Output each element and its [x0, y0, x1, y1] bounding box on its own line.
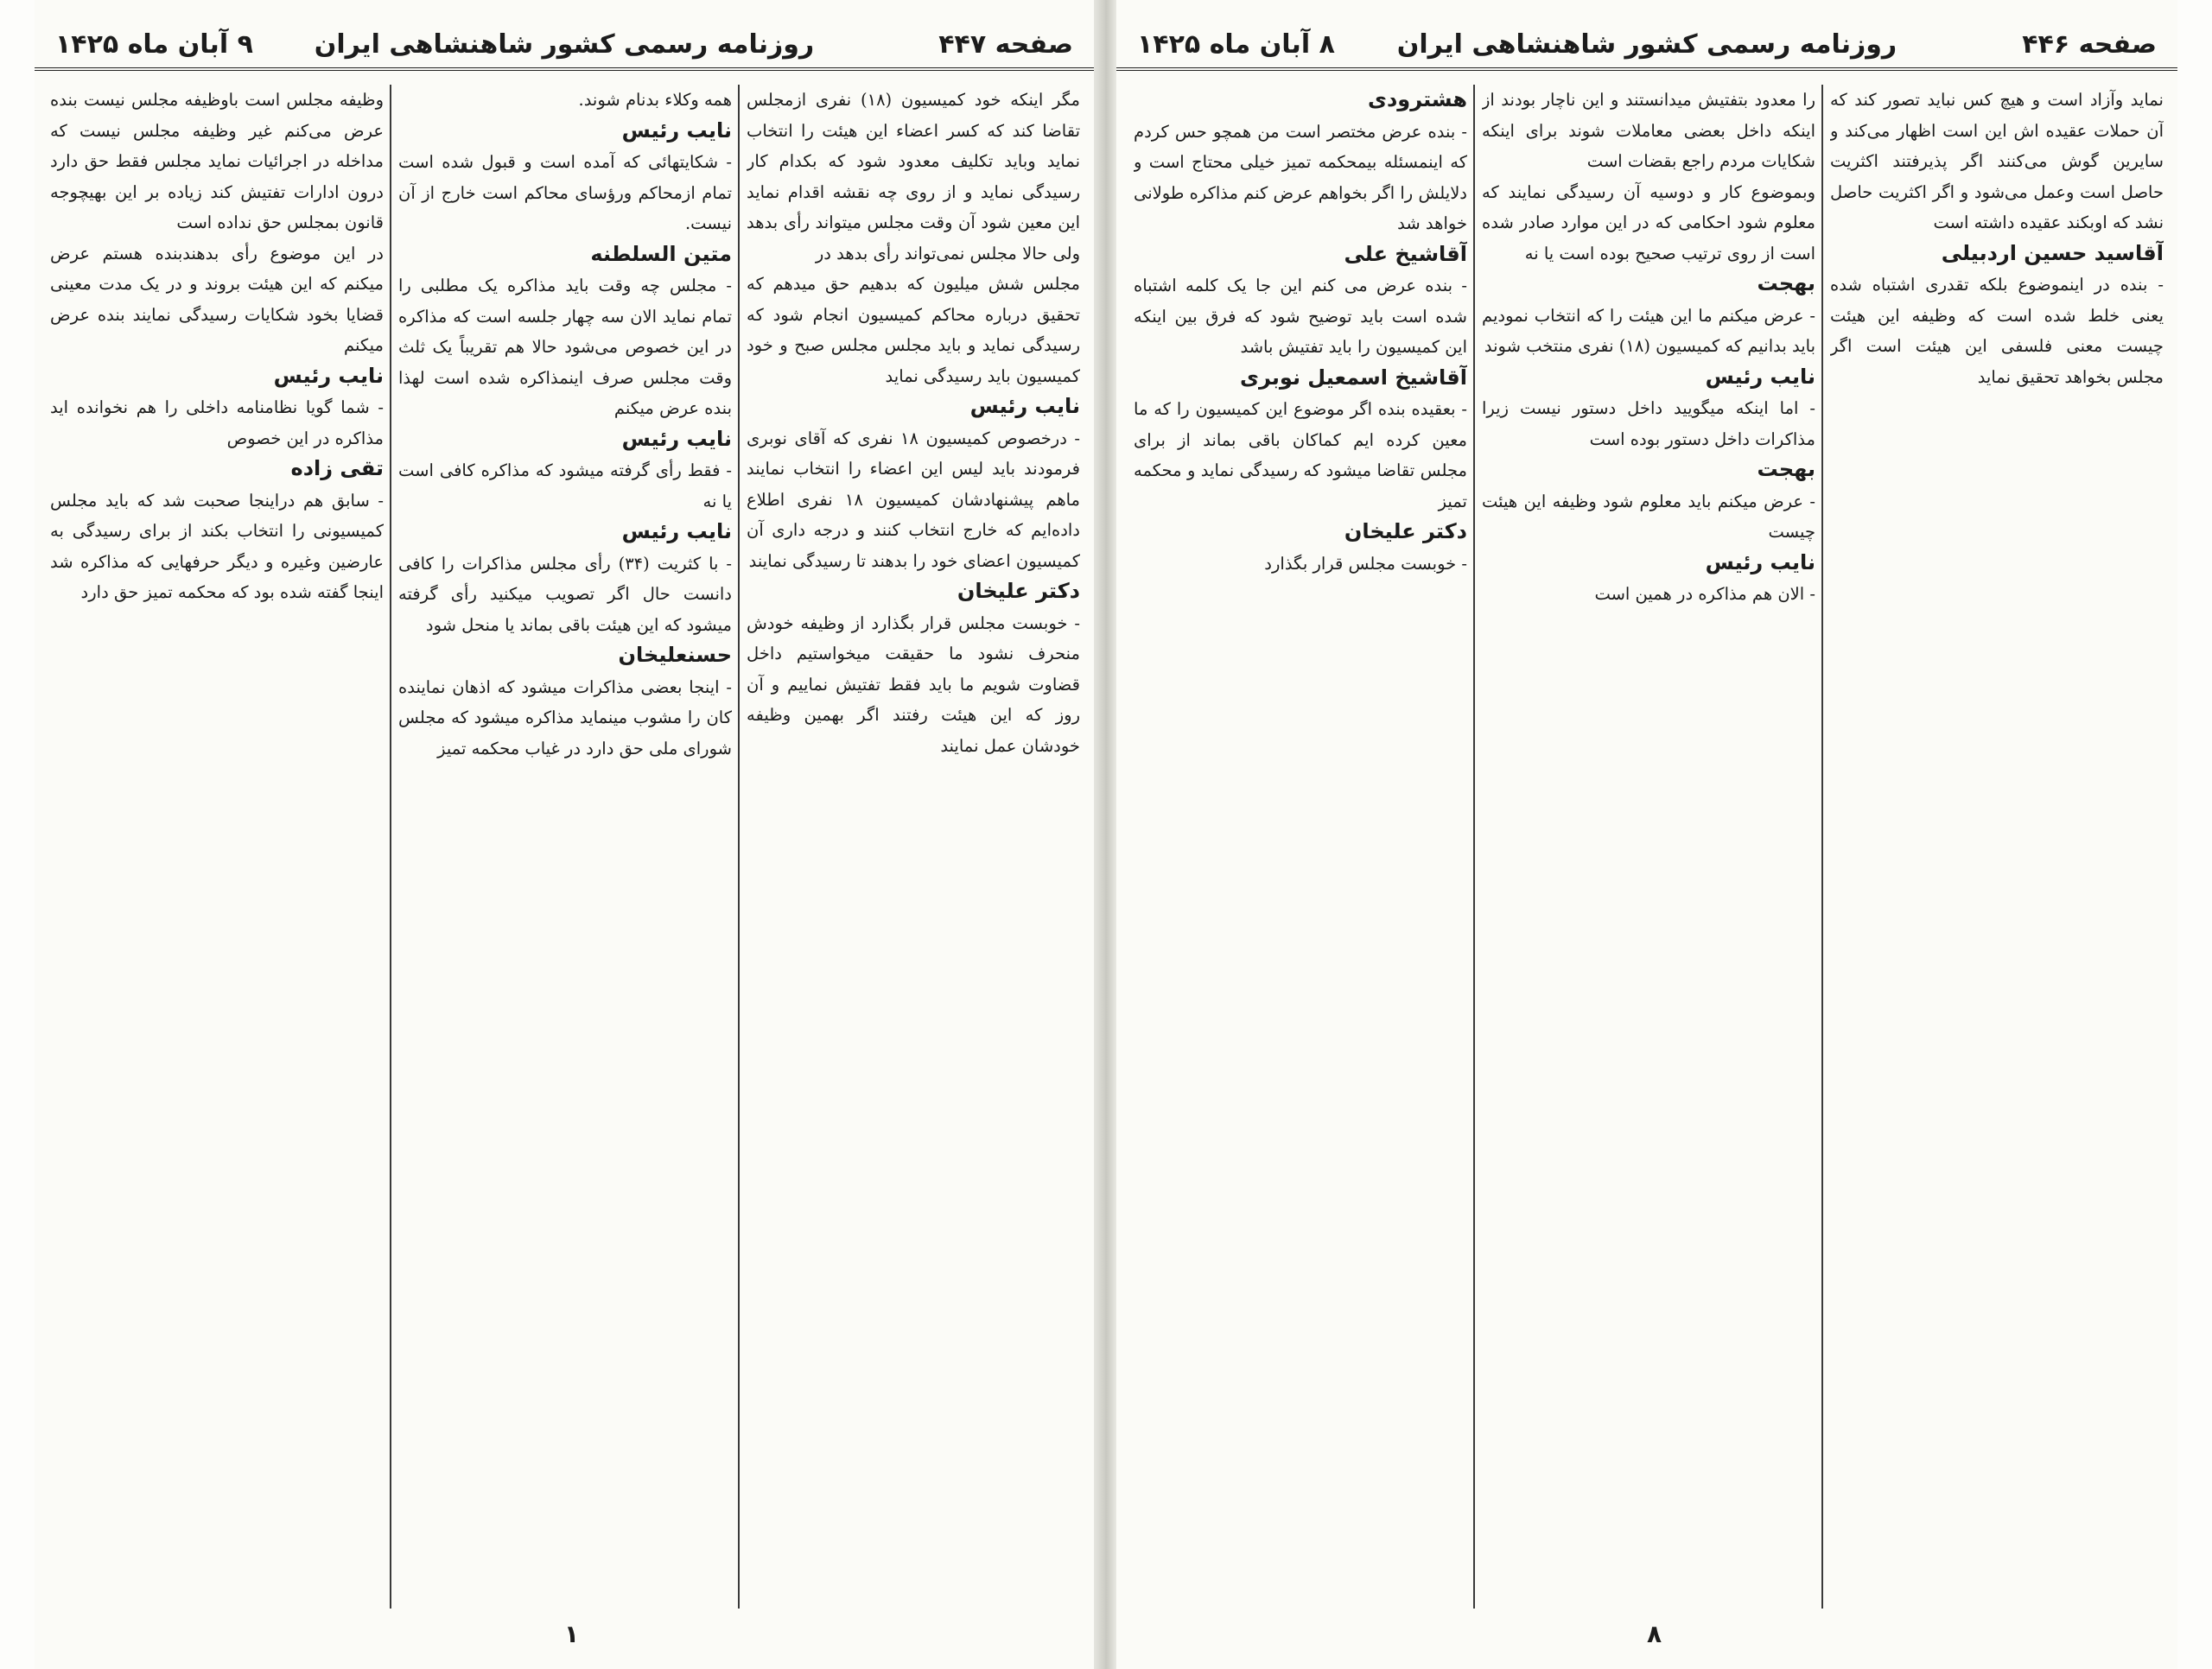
speaker-heading: [1482, 454, 1815, 486]
speaker-heading: [1830, 238, 2164, 270]
speaker-name: نایب رئیس: [621, 519, 732, 543]
paragraph: [398, 455, 732, 517]
folio-number: ۸: [1647, 1620, 1662, 1648]
paragraph-text: - فقط رأی گرفته میشود که مذاکره کافی است یا نه: [398, 460, 732, 511]
paragraph-text: - بنده در اینموضوع بلکه تقدری اشتباه شده یعنی خلط شده است که وظیفه این هیئت چیست معنی فلسفی این هیئت است اگر مجلس بخواهد تحقیق نماید: [1830, 275, 2164, 387]
column: [1482, 85, 1815, 1609]
speaker-heading: [1134, 363, 1467, 395]
paragraph: [1134, 117, 1467, 239]
paragraph: [398, 147, 732, 239]
paragraph: [747, 85, 1080, 269]
paragraph-text: - با کثریت (۳۴) رأی مجلس مذاکرات را کافی دانست حال اگر تصویب میکنید رأی گرفته میشود که این هیئت باقی بماند یا منحل شود: [398, 553, 732, 635]
speaker-heading: [1482, 548, 1815, 580]
column-rule: [1473, 85, 1475, 1609]
column-rule: [738, 85, 740, 1609]
paragraph: [1830, 85, 2164, 238]
speaker-heading: [1134, 85, 1467, 117]
column: [747, 85, 1080, 1609]
speaker-name: نایب رئیس: [969, 394, 1080, 418]
column: [1830, 85, 2164, 1609]
speaker-name: آقاشیخ علی: [1344, 241, 1467, 266]
paragraph: [1134, 549, 1467, 580]
speaker-heading: [1482, 362, 1815, 394]
paragraph-text: وبموضوع کار و دوسیه آن رسیدگی نمایند که معلوم شود احکامی که در این موارد صادر شده است از روی ترتیب صحیح بوده است یا نه: [1482, 181, 1815, 263]
paragraph-text: را معدود بتفتیش میدانستند و این ناچار بودند از اینکه داخل بعضی معاملات شوند برای اینکه شکایات مردم راجع بقضات است: [1482, 90, 1815, 171]
paragraph: [747, 423, 1080, 577]
left-page-columns: [48, 85, 1080, 1609]
left-page: [35, 0, 1094, 1669]
speaker-name: نایب رئیس: [621, 426, 732, 451]
folio-number: ۱: [564, 1620, 580, 1648]
paragraph-text: نماید وآزاد است و هیچ کس نباید تصور کند که آن حملات عقیده اش این است اظهار می‌کند و سایرین گوش می‌کنند اگر پذیرفتند اکثریت حاصل است وعمل می‌شود و اگر اکثریت حاصل نشد که اوبکند عقیده داشته است: [1830, 90, 2164, 232]
column: [398, 85, 732, 1609]
speaker-name: متین السلطنه: [590, 241, 732, 266]
speaker-heading: [398, 517, 732, 549]
paragraph-text: - بعقیده بنده اگر موضوع این کمیسیون را که ما معین کرده ایم کماکان باقی بماند از برای مجلس تقاضا میشود که رسیدگی نماید و محکمه تمیز: [1134, 399, 1467, 511]
paragraph: [747, 269, 1080, 391]
column: [1134, 85, 1467, 1609]
speaker-name: آقاسید حسین اردبیلی: [1941, 240, 2164, 265]
paragraph: [398, 85, 732, 116]
speaker-heading: [747, 391, 1080, 423]
speaker-name: بهجت: [1757, 457, 1815, 481]
paragraph-text: - مجلس چه وقت باید مذاکره یک مطلبی را تمام نماید الان سه چهار جلسه است که مذاکره در این خصوص می‌شود حالا هم تقریباً یک ثلث وقت مجلس صرف اینمذاکره شده است لهذا بنده عرض میکنم: [398, 276, 732, 418]
paragraph-text: - شما گویا نظامنامه داخلی را هم نخوانده اید مذاکره در این خصوص: [50, 397, 384, 448]
newspaper-title: روزنامه رسمی کشور شاهنشاهی ایران: [1396, 29, 1897, 60]
speaker-heading: [50, 454, 384, 485]
paragraph-text: - عرض میکنم ما این هیئت را که انتخاب نمودیم باید بدانیم که کمیسیون (۱۸) نفری منتخب شوند: [1482, 305, 1815, 356]
paragraph: [1134, 270, 1467, 363]
right-page: [1116, 0, 2177, 1669]
paragraph: [398, 672, 732, 765]
paragraph-text: - درخصوص کمیسیون ۱۸ نفری که آقای نوبری فرمودند باید لیس این اعضاء را انتخاب نمایند ماهم پیشنهادشان کمیسیون ۱۸ نفری اطلاع داده‌ایم که خارج انتخاب کنند و درجه داری آن کمیسیون اعضای خود را بدهند تا رسیدگی نمایند: [747, 428, 1080, 571]
paragraph-text: - خوبست مجلس قرار بگذارد از وظیفه خودش منحرف نشود ما حقیقت میخواستیم داخل قضاوت شویم ما باید فقط تفتیش نماییم و آن روز که این هیئت رفتند اگر بهمین وظیفه خودشان عمل نمایند: [747, 612, 1080, 756]
speaker-name: دکتر علیخان: [1344, 519, 1467, 543]
speaker-heading: [1134, 239, 1467, 271]
paragraph: [50, 485, 384, 608]
page-number-label: صفحه ۴۴۷: [938, 29, 1073, 60]
paragraph-text: - عرض میکنم باید معلوم شود وظیفه این هیئت چیست: [1482, 491, 1815, 542]
paragraph: [1482, 486, 1815, 548]
paragraph: [1482, 301, 1815, 362]
paragraph-text: - سابق هم دراینجا صحبت شد که باید مجلس کمیسیونی را انتخاب بکند از برای رسیدگی به عارضین وغیره و دیگر حرفهایی که مذاکره شد اینجا گفته شده بود که محکمه تمیز حق دارد: [50, 490, 384, 602]
paragraph-text: همه وکلاء بدنام شوند.: [578, 90, 732, 110]
speaker-name: آقاشیخ اسمعیل نوبری: [1239, 365, 1467, 390]
paragraph: [398, 270, 732, 424]
speaker-heading: [398, 239, 732, 271]
speaker-heading: [398, 116, 732, 148]
speaker-name: هشترودی: [1367, 87, 1467, 111]
speaker-heading: [398, 640, 732, 672]
speaker-heading: [1134, 517, 1467, 549]
speaker-name: نایب رئیس: [1705, 549, 1815, 574]
paragraph: [1482, 393, 1815, 454]
issue-date: ۹ آبان ماه ۱۴۲۵: [55, 29, 253, 60]
speaker-heading: [50, 361, 384, 393]
paragraph-text: - بنده عرض می کنم این جا یک کلمه اشتباه شده است باید توضیح شود که فرق بین اینکه این کمیسیون را باید تفتیش باشد: [1134, 276, 1467, 357]
issue-date: ۸ آبان ماه ۱۴۲۵: [1137, 29, 1335, 60]
speaker-heading: [398, 424, 732, 456]
column: [50, 85, 384, 1609]
paragraph: [1482, 85, 1815, 177]
paragraph-text: مگر اینکه خود کمیسیون (۱۸) نفری ازمجلس تقاضا کند که کسر اعضاء این هیئت را انتخاب نماید وباید تکلیف معدود شود که بکدام کار رسیدگی نماید و از روی چه نقشه اقدام نماید این معین شود آن وقت مجلس میتواند رأی بدهد ولی حالا مجلس نمی‌تواند رأی بدهد در: [747, 90, 1080, 263]
paragraph-text: - الان هم مذاکره در همین است: [1594, 584, 1815, 604]
paragraph-text: در این موضوع رأی بدهندبنده هستم عرض میکنم که این هیئت بروند و در یک مدت معینی قضایا بخود شکایات رسیدگی نمایند بنده عرض میکنم: [50, 243, 384, 355]
newspaper-title: روزنامه رسمی کشور شاهنشاهی ایران: [314, 29, 815, 60]
paragraph: [50, 85, 384, 238]
book-gutter: [1094, 0, 1116, 1669]
paragraph-text: - شکایتهائی که آمده است و قبول شده است تمام ازمحاکم ورؤسای محاکم است خارج از آن نیست.: [398, 152, 732, 233]
speaker-name: دکتر علیخان: [957, 579, 1080, 603]
speaker-name: نایب رئیس: [1705, 364, 1815, 389]
speaker-name: تقی زاده: [290, 456, 384, 480]
paragraph: [50, 238, 384, 361]
paragraph: [1134, 394, 1467, 517]
paragraph: [747, 608, 1080, 762]
paragraph: [1482, 177, 1815, 270]
speaker-name: نایب رئیس: [621, 117, 732, 143]
paragraph: [398, 549, 732, 641]
right-page-header: [1116, 22, 2177, 71]
speaker-name: نایب رئیس: [273, 363, 384, 388]
paragraph: [1830, 270, 2164, 392]
paragraph-text: وظیفه مجلس است باوظیفه مجلس نیست بنده عرض می‌کنم غیر وظیفه مجلس نیست که مداخله در اجرائیات نماید مجلس فقط حق دارد درون ادارات تفتیش کند زیاده بر این بهیچوجه قانون بمجلس حق نداده است: [50, 90, 384, 232]
speaker-name: بهجت: [1757, 271, 1815, 295]
left-page-header: [35, 22, 1094, 71]
right-page-columns: [1130, 85, 2164, 1609]
speaker-heading: [1482, 269, 1815, 301]
paragraph: [1482, 579, 1815, 610]
speaker-heading: [747, 576, 1080, 608]
paragraph: [50, 392, 384, 454]
column-rule: [390, 85, 391, 1609]
speaker-name: حسنعلیخان: [618, 643, 732, 667]
column-rule: [1821, 85, 1823, 1609]
paragraph-text: - اینجا بعضی مذاکرات میشود که اذهان نماینده کان را مشوب مینماید مذاکره میشود که مجلس شورای ملی حق دارد در غیاب محکمه تمیز: [398, 676, 732, 758]
paragraph-text: - خوبست مجلس قرار بگذارد: [1264, 553, 1467, 574]
paragraph-text: مجلس شش میلیون که بدهیم حق میدهم که تحقیق درباره محاکم کمیسیون انجام شود که رسیدگی نماید و باید مجلس مجلس صبح و خود کمیسیون باید رسیدگی نماید: [747, 274, 1080, 386]
paragraph-text: - اما اینکه میگویید داخل دستور نیست زیرا مذاکرات داخل دستور بوده است: [1482, 398, 1815, 449]
page-number-label: صفحه ۴۴۶: [2022, 29, 2157, 60]
paragraph-text: - بنده عرض مختصر است من همچو حس کردم که اینمسئله بیمحکمه تمیز خیلی محتاج است و دلایلش را اگر بخواهم عرض کنم مذاکره طولانی خواهد شد: [1134, 121, 1467, 233]
